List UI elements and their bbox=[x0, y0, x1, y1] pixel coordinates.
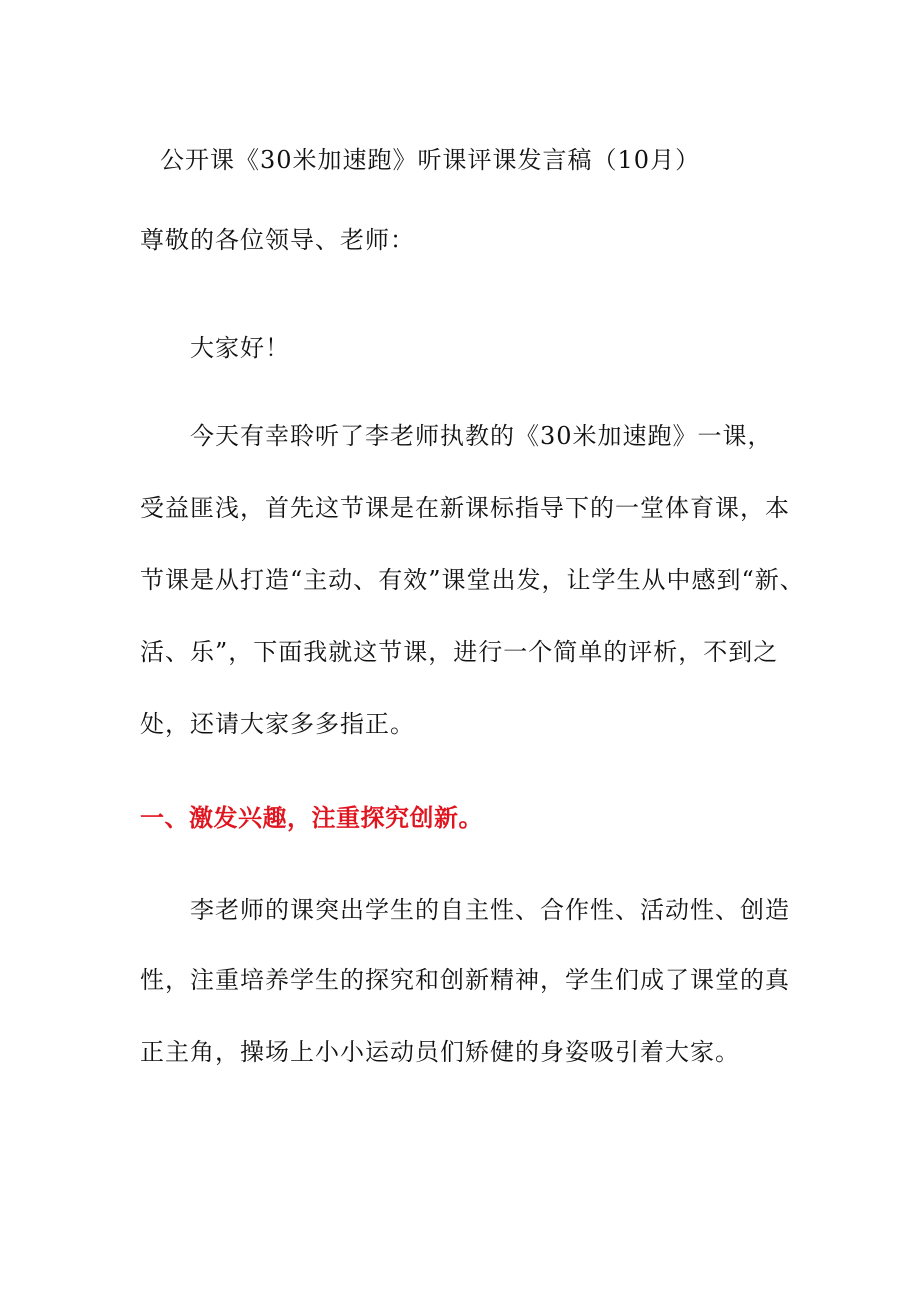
section-line-1: 李老师的课突出学生的自主性、合作性、活动性、创造 bbox=[190, 896, 790, 924]
intro-line-4: 活、乐”，下面我就这节课，进行一个简单的评析，不到之 bbox=[140, 638, 779, 666]
document-title: 公开课《30米加速跑》听课评课发言稿（10月） bbox=[160, 146, 701, 174]
intro-line-5: 处，还请大家多多指正。 bbox=[140, 710, 415, 738]
intro-line-1: 今天有幸聆听了李老师执教的《30米加速跑》一课， bbox=[190, 422, 773, 450]
greeting: 大家好！ bbox=[190, 334, 290, 362]
section-line-3: 正主角，操场上小小运动员们矫健的身姿吸引着大家。 bbox=[140, 1038, 740, 1066]
salutation: 尊敬的各位领导、老师： bbox=[140, 226, 415, 254]
section-line-2: 性，注重培养学生的探究和创新精神，学生们成了课堂的真 bbox=[140, 966, 790, 994]
intro-line-2: 受益匪浅，首先这节课是在新课标指导下的一堂体育课，本 bbox=[140, 494, 790, 522]
intro-line-3: 节课是从打造“主动、有效”课堂出发，让学生从中感到“新、 bbox=[140, 566, 805, 594]
section-heading: 一、激发兴趣，注重探究创新。 bbox=[140, 803, 483, 832]
